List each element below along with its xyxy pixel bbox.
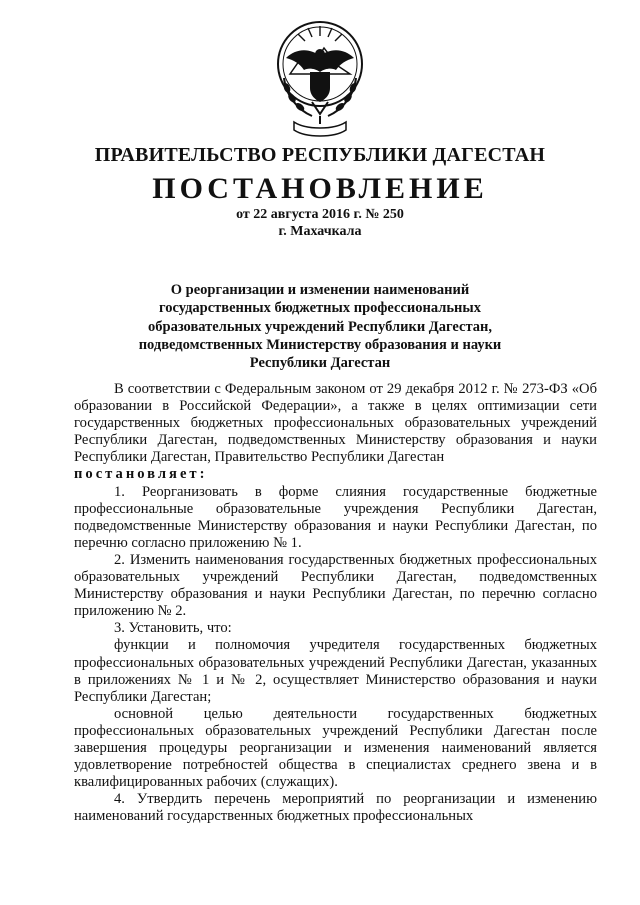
decree-word-text: постановляет: <box>74 466 208 483</box>
item-3a-paragraph: функции и полномочия учредителя государственных бюджетных профессиональных образовательных учреждений Республики Дагестан, указанных в приложениях № 1 и № 2, осуществляет Министерство образования и науки Республики Дагестан; <box>74 637 597 705</box>
document-type-title: ПОСТАНОВЛЕНИЕ <box>152 172 488 205</box>
city-line: г. Махачкала <box>278 224 362 239</box>
preamble-paragraph: В соответствии с Федеральным законом от 29 декабря 2012 г. № 273-ФЗ «Об образовании в Российской Федерации», а также в целях оптимизации сети государственных бюджетных профессиональных образовательных учреждений Республики Дагестан, подведомственных Министерству образования и науки Республики Дагестан, Правительство Республики Дагестан <box>74 381 597 466</box>
decree-word <box>74 466 597 483</box>
item-2-paragraph: 2. Изменить наименования государственных бюджетных профессиональных образовательных учреждений Республики Дагестан, подведомственных Министерству образования и науки Республики Дагестан, по перечню согласно приложению № 2. <box>74 551 597 620</box>
date-number-line: от 22 августа 2016 г. № 250 <box>236 207 404 222</box>
document-body <box>74 381 597 825</box>
item-3b-paragraph: основной целью деятельности государственных бюджетных профессиональных образовательных учреждений Республики Дагестан после завершения процедуры реорганизации и изменения наименований является удовлетворение потребностей общества в специалистах среднего звена и в квалифицированных рабочих (служащих). <box>74 705 597 791</box>
item-1-paragraph: 1. Реорганизовать в форме слияния государственные бюджетные профессиональные образовательные учреждения Республики Дагестан, подведомственные Министерству образования и науки Республики Дагестан, по перечню согласно приложению № 1. <box>74 483 597 551</box>
coat-of-arms-emblem <box>272 18 368 142</box>
government-heading: ПРАВИТЕЛЬСТВО РЕСПУБЛИКИ ДАГЕСТАН <box>94 144 546 166</box>
decree-subject: О реорганизации и изменении наименований государственных бюджетных профессиональных образовательных учреждений Республики Дагестан, подведомственных Министерству образования и науки Республики Дагестан <box>138 282 502 372</box>
item-3-paragraph: 3. Установить, что: <box>114 620 232 637</box>
item-4-paragraph: 4. Утвердить перечень мероприятий по реорганизации и изменению наименований государственных бюджетных профессиональных <box>74 791 597 825</box>
